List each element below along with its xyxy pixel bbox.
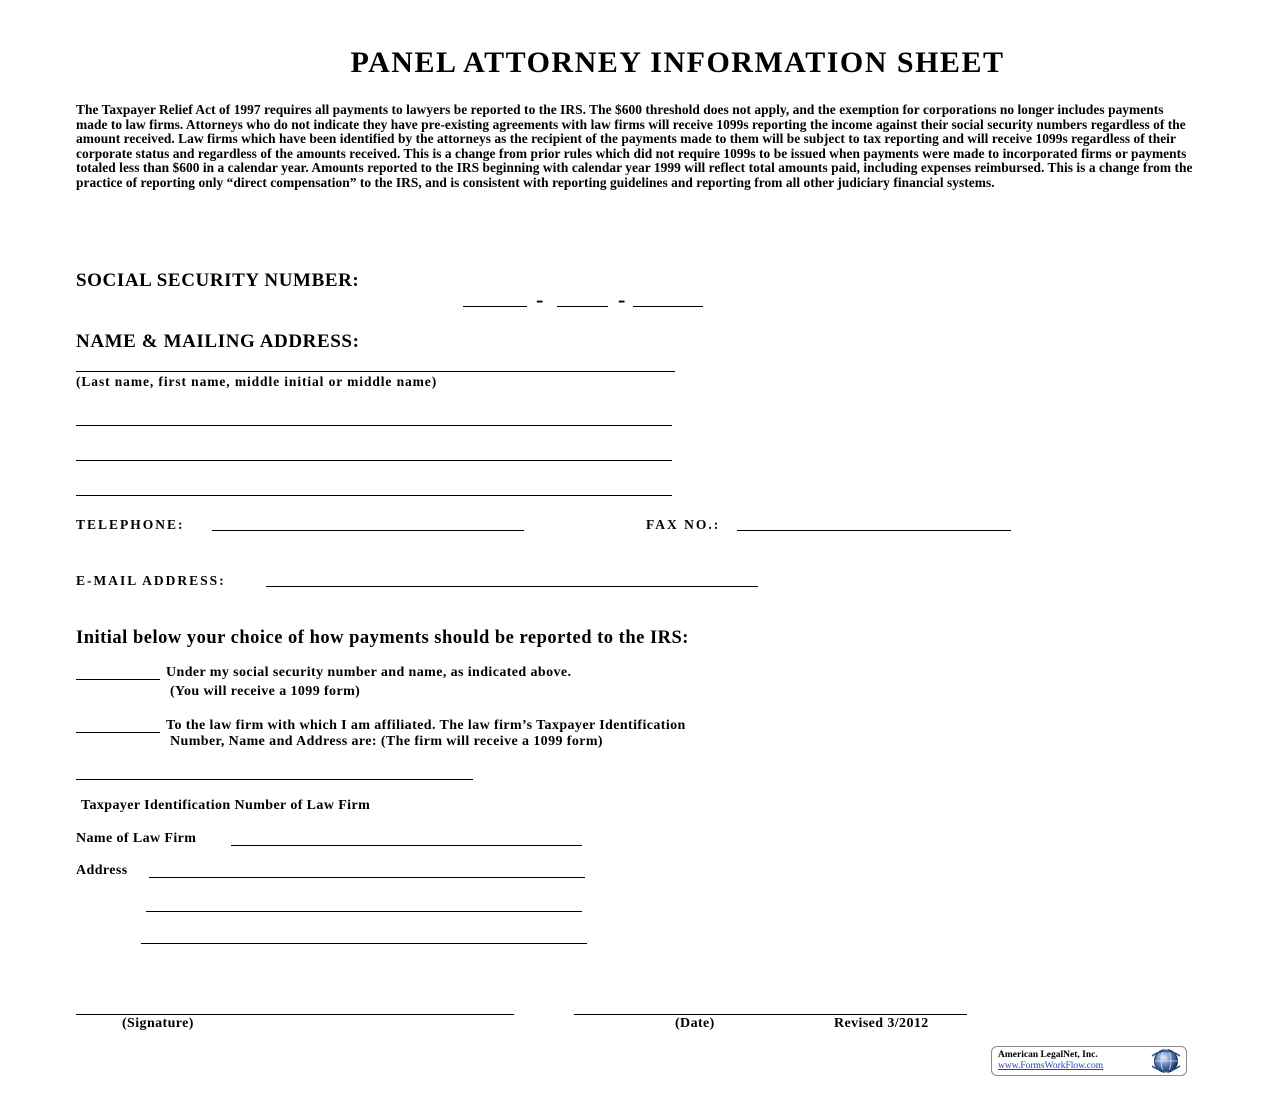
intro-paragraph: The Taxpayer Relief Act of 1997 requires all payments to lawyers be reported to the IRS. The $600 threshold does not apply, and the exemption for corporations no longer includes payments made to law firms. Attorneys who do not indicate they have pre-existing agreements with law firms will receive 1099s reporting the income against their social security numbers regardless of the amount received. Law firms which have been identified by the attorneys as the recipient of the payments made to them will be subject to tax reporting and will receive 1099s regardless of their corporate status and regardless of the amounts received. This is a change from prior rules which did not require 1099s to be issued when payments were made to incorporated firms or payments totaled less than $600 in a calendar year. Amounts reported to the IRS beginning with calendar year 1999 will reflect total amounts paid, including expenses reimbursed. This is a change from the practice of reporting only “direct compensation” to the IRS, and is consistent with reporting guidelines and reporting from all other judiciary financial systems. [76, 102, 1193, 190]
ssn-label: SOCIAL SECURITY NUMBER: [76, 270, 360, 291]
name-address-label: NAME & MAILING ADDRESS: [76, 331, 360, 352]
firm-address-line-2[interactable] [146, 911, 582, 912]
globe-icon [1149, 1048, 1183, 1074]
address-line-1[interactable] [76, 425, 672, 426]
firm-address-line-3[interactable] [141, 943, 587, 944]
date-label: (Date) [675, 1016, 715, 1031]
fax-field[interactable] [737, 530, 1011, 531]
firm-name-field[interactable] [231, 845, 582, 846]
name-field[interactable] [76, 371, 675, 372]
ssn-separator-2: - [618, 287, 626, 312]
name-field-hint: (Last name, first name, middle initial or middle name) [76, 374, 438, 389]
option1-initial-field[interactable] [76, 679, 160, 680]
page-title: PANEL ATTORNEY INFORMATION SHEET [350, 46, 1005, 79]
address-line-2[interactable] [76, 460, 672, 461]
firm-tin-field[interactable] [76, 779, 473, 780]
publisher-logo[interactable] [991, 1046, 1187, 1076]
firm-name-label: Name of Law Firm [76, 831, 197, 846]
firm-tin-label: Taxpayer Identification Number of Law Firm [81, 798, 371, 813]
email-label: E-MAIL ADDRESS: [76, 573, 226, 588]
option2-initial-field[interactable] [76, 732, 160, 733]
option1-note: (You will receive a 1099 form) [170, 684, 361, 699]
logo-company-name: American LegalNet, Inc. [998, 1050, 1098, 1060]
telephone-label: TELEPHONE: [76, 517, 185, 532]
option2-text: To the law firm with which I am affiliated. The law firm’s Taxpayer Identification [166, 718, 686, 733]
date-field[interactable] [574, 1014, 967, 1015]
option1-text: Under my social security number and name, as indicated above. [166, 665, 572, 680]
ssn-separator-1: - [536, 287, 544, 312]
ssn-field-part2[interactable] [557, 306, 608, 307]
option2-note: Number, Name and Address are: (The firm will receive a 1099 form) [170, 734, 603, 749]
revised-note: Revised 3/2012 [834, 1016, 929, 1031]
email-field[interactable] [266, 586, 758, 587]
signature-label: (Signature) [122, 1016, 194, 1031]
choice-heading: Initial below your choice of how payments should be reported to the IRS: [76, 628, 689, 648]
telephone-field[interactable] [212, 530, 524, 531]
signature-field[interactable] [76, 1014, 514, 1015]
ssn-field-part3[interactable] [633, 306, 703, 307]
ssn-field-part1[interactable] [463, 306, 527, 307]
logo-url-link[interactable]: www.FormsWorkFlow.com [998, 1061, 1104, 1071]
firm-address-line-1[interactable] [149, 877, 585, 878]
firm-address-label: Address [76, 863, 128, 878]
fax-label: FAX NO.: [646, 517, 721, 532]
address-line-3[interactable] [76, 495, 672, 496]
